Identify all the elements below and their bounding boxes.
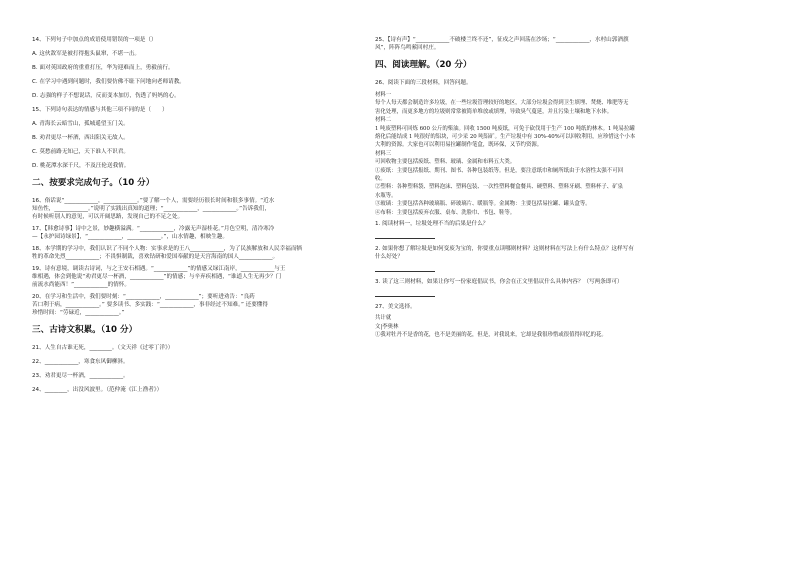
q19-line-1: 19、诗有意境，调读古诗词，与之王安石相遇。“____________”的情感又绿江南岸，____________与王: [32, 266, 286, 272]
q22: 22、____________，寒食东风御柳斜。: [32, 359, 129, 365]
sub-question-3: 3. 读了这三则材料，如果让你写一份家庭倡议书，你会在正文里倡议什么具体内容？（写两条即可）: [375, 279, 623, 286]
q16-line-2: 知鱼性，____________。”说明了实践出真知的道理；“____________，____________。”告诉我们，: [32, 206, 271, 212]
q26-intro: 26、阅读下面的三段材料，回答问题。: [375, 80, 472, 86]
q17-line-2: —【永护园诗绿景】，“____________，____________。”，山水情趣，相映生趣。: [32, 234, 228, 240]
q23: 23、劝君更尽一杯酒，____________。: [32, 373, 129, 379]
material-1-label: 材料一: [375, 92, 392, 98]
answer-line-2[interactable]: [375, 265, 435, 272]
material-3-label: 材料三: [375, 150, 392, 157]
material-2-line-2: 熔化后能结成 1 吨很好的铝块，可少采 20 吨铝矿。生产垃圾中有 30%-40%可以回收利用，应珍惜这个小本: [375, 134, 636, 141]
q21: 21、人生自古谁无死，________。（文天祥《过零丁洋》）: [32, 345, 174, 351]
q18-line-2: 牲的革命先烈____________；不畏惧制裁，喜欢钻研和爱国奉献的是天宫海南的国人____________。: [32, 254, 279, 260]
material-2-line-1: 1 吨废塑料可回炼 600 公斤的柴油。回收 1500 吨废纸，可免于砍伐用于生产 100 吨纸的林木。1 吨易拉罐: [375, 125, 635, 132]
material-3-line-4: ②塑料：各种塑料袋、塑料泡沫、塑料包装、一次性塑料餐盒餐具、硬塑料、塑料牙刷、塑料杯子、矿泉: [375, 184, 623, 191]
sub-question-2-line-1: 2. 如果你想了解垃圾是如何变废为宝的，你要重点读哪则材料？这则材料在写法上有什么特点？这样写有: [375, 246, 634, 253]
q15-option-b: B. 劝君更尽一杯酒，西出阳关无故人。: [32, 135, 129, 141]
q16-line-1: 16、俗话说“____________，____________。”要了解一个人，需要经历很长时间和很多事情。“近水: [32, 198, 275, 204]
section-4-title: 四、阅读理解。（20 分）: [375, 60, 472, 70]
q27: 27、美文选择。: [375, 304, 416, 311]
poem-author: 文|李奥林: [375, 323, 399, 330]
q15-option-a: A. 青海长云暗雪山，孤城遥望玉门关。: [32, 121, 129, 127]
material-3-line-7: ④布料：主要包括废弃衣服、桌布、洗脸巾、书包、鞋等。: [375, 209, 516, 216]
q15-stem: 15、下列诗句表达的情感与其他三项不同的是（ ）: [32, 107, 168, 113]
q25-line-1: 25、【诗有声】“____________不破楼兰终不还”，征戍之声回荡在沙场；“____________，水村山郭酒旗: [375, 37, 629, 43]
right-column: [375, 36, 765, 339]
q20-line-1: 20、在学习和生活中，我们要时刻：“____________，____________”；要听进劝告：“良药: [32, 294, 255, 300]
q14-option-b: B. 面对英国政府的重重打压，华为迎难而上，勇毅前行。: [32, 65, 174, 71]
material-3-line-6: ③玻璃：主要包括各种玻璃瓶、碎玻璃片、暖瓶等。金属物：主要包括易拉罐、罐头盒等。: [375, 201, 591, 208]
q20-line-3: 珍惜时间：“劳碌近，____________。”: [32, 310, 125, 316]
sub-question-2-line-2: 什么好处？: [375, 254, 403, 261]
section-3-title: 三、古诗文积累。（10 分）: [32, 325, 138, 335]
q17-line-1: 17、【韩愈诗事】诗中之景，妙趣横溢满。“____________，冷露无声湿桂花。”月色空明，清冷寒冷: [32, 226, 275, 232]
q14-option-d: D. 志强的样子不想说话，反而变本加厉，伤透了妈妈的心。: [32, 93, 180, 99]
material-1-line-1: 每个人每天都会制造许多垃圾，在一些垃圾管理较好的地区，大部分垃圾会得到卫生填埋、焚烧、堆肥等无: [375, 100, 629, 107]
q14-stem: 14、下列句子中加点的成语使用错误的一项是（）: [32, 37, 157, 43]
q25-line-2: 风”，阵阵鸟鸣萦回村庄。: [375, 45, 440, 51]
q15-option-d: D. 桃花潭水深千尺，不及汪伦送我情。: [32, 163, 130, 169]
q19-line-3: 前流水尚能西！”____________的情怀。: [32, 282, 130, 288]
q14-option-a: A. 这伙敌军是被打得抱头鼠窜，不堪一击。: [32, 51, 140, 57]
material-3-line-5: 水瓶等。: [375, 192, 397, 199]
material-2-label: 材料二: [375, 117, 392, 124]
section-2-title: 二、按要求完成句子。（10 分）: [32, 178, 155, 188]
q20-line-2: 苦口利于病，____________。” 要多读书、多实践：“____________，事非经过不知难。” 还要懂得: [32, 302, 268, 308]
material-3-line-2: ①废纸：主要包括报纸、期刊、图书、各种包装纸等。但是，要注意纸巾和厕所纸由于水溶性太强不可回: [375, 167, 623, 174]
q15-option-c: C. 莫愁前路无知己，天下谁人不识君。: [32, 149, 129, 155]
poem-line-1: ①我对牡丹不是香的花，也不是美丽的花，但是，对我说来，它却是我很珍惜或很值得回忆的花。: [375, 331, 607, 338]
q14-option-c: C. 在学习中遇到问题时，我们要仿佛不耻下问地向老师请教。: [32, 79, 185, 85]
answer-line-3[interactable]: [375, 290, 435, 297]
q16-line-3: 有时候听别人的意见，可以开阔思路，发现自己的不足之处。: [32, 214, 184, 220]
q19-line-2: 维相遇，体会到他说“劝君更尽一杯酒，____________”的情感；与辛弃疾相遇，“谁道人生无再少？门: [32, 274, 282, 280]
q24: 24、________，出没风波里。（范仲淹《江上渔者》）: [32, 387, 163, 393]
answer-line-1[interactable]: [375, 232, 435, 239]
left-column: [32, 36, 367, 394]
material-2-line-3: 大利的资源。大家也可以利用易拉罐制作笔盒，既环保，又节约资源。: [375, 142, 543, 149]
poem-title: 共计就: [375, 315, 392, 322]
q18-line-1: 18、本学期的学习中，我们认识了不同个人物：实事求是的王八____________，为了民族解放和人民幸福而牺: [32, 246, 303, 252]
material-3-line-1: 可回收物主要包括废纸、塑料、玻璃、金属和布料五大类。: [375, 159, 516, 166]
material-3-line-3: 收。: [375, 176, 386, 183]
material-1-line-2: 害化处理，而更多地方的垃圾则常常被简单堆放或填埋，导致臭气蔓延，并且污染土壤和地下水体。: [375, 108, 613, 115]
sub-question-1: 1. 阅读材料一，垃圾处理不当的后果是什么？: [375, 221, 489, 228]
